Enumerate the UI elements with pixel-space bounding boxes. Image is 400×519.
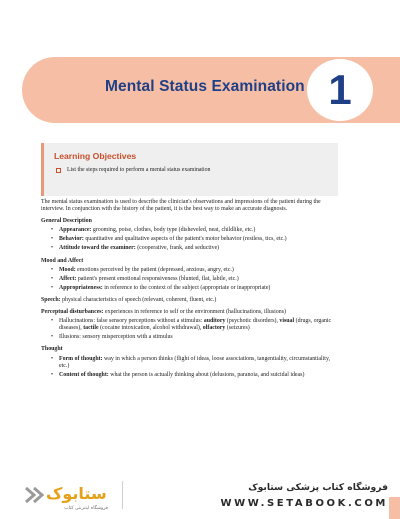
list-item — [51, 267, 341, 274]
term: Perceptual disturbances: — [41, 309, 104, 316]
objective-text: List the steps required to perform a mental status examination — [67, 167, 211, 173]
term-text: Hallucinations: false sensory perceptions without a stimulus: — [59, 318, 204, 325]
perceptual-list — [41, 318, 341, 341]
mood-affect-list — [41, 267, 341, 292]
term: Behavior: — [59, 236, 84, 243]
general-description-list — [41, 227, 341, 252]
term-text: (psychotic disorders), — [225, 318, 280, 325]
chapter-number-badge — [305, 57, 375, 123]
term: Form of thought: — [59, 355, 103, 362]
chapter-title: Mental Status Examination — [105, 78, 305, 95]
term-text: patient's present emotional responsiveness (blunted, flat, labile, etc.) — [76, 275, 239, 282]
thought-heading: Thought — [41, 346, 63, 353]
term: auditory — [203, 318, 226, 325]
term: Appropriateness: — [59, 284, 103, 291]
chapter-body — [41, 199, 341, 381]
list-item — [51, 227, 341, 234]
term: tactile — [83, 325, 99, 332]
term: Content of thought: — [59, 371, 109, 378]
learning-objectives-box — [41, 143, 338, 196]
corner-accent — [389, 497, 400, 519]
checkbox-icon — [56, 168, 61, 173]
list-item: • Illusions: sensory misperception with a stimulus — [51, 334, 341, 341]
term-text: (drugs, organic diseases), — [59, 318, 332, 332]
term-text: physical characteristics of speech (relevant, coherent, fluent, etc.) — [60, 296, 217, 303]
term-text: (cocaine intoxication, alcohol withdrawal), — [98, 325, 203, 332]
list-item — [51, 276, 341, 283]
list-item — [51, 318, 341, 332]
list-item — [51, 356, 341, 370]
term-text: way in which a person thinks (flight of ideas, loose associations, tangentiality, circumstantiality, etc.) — [59, 355, 330, 369]
perceptual-paragraph — [41, 309, 341, 316]
term: Appearance: — [59, 227, 92, 234]
mood-affect-heading: Mood and Affect — [41, 257, 84, 264]
term: Attitude toward the examiner: — [59, 245, 136, 252]
term: olfactory — [202, 325, 226, 332]
chapter-number: 1 — [328, 66, 352, 113]
footer-divider — [122, 481, 123, 509]
site-name-persian[interactable]: فروشگاه کتاب پزشکی ستابوک — [248, 482, 388, 493]
learning-objectives-title: Learning Objectives — [54, 151, 137, 161]
term-text: grooming, poise, clothes, body type (disheveled, neat, childlike, etc.) — [91, 227, 256, 234]
term-text: experiences in reference to self or the environment (hallucinations, illusions) — [103, 309, 286, 316]
speech-paragraph — [41, 297, 341, 304]
list-item — [51, 372, 341, 379]
intro-paragraph: The mental status examination is used to describe the clinician's observations and impressions of the patient during the interview. In conjunction with the history of the patient, it is the best way to make an accurate diagnosis. — [41, 199, 321, 213]
term-text: emotions perceived by the patient (depressed, anxious, angry, etc.) — [75, 266, 234, 273]
list-item — [51, 245, 341, 252]
term-text: (seizures) — [225, 325, 250, 332]
thought-list — [41, 356, 341, 379]
term-text: quantitative and qualitative aspects of the patient's motor behavior (restless, tics, etc.) — [83, 236, 287, 243]
term: Speech: — [41, 296, 61, 303]
term-text: what the person is actually thinking about (delusions, paranoia, and suicidal ideas) — [108, 371, 305, 378]
logo-name: ستابوک — [46, 484, 107, 503]
term-text: in reference to the context of the subject (appropriate or inappropriate) — [102, 284, 271, 291]
term: Mood: — [59, 266, 76, 273]
site-url[interactable]: WWW.SETABOOK.COM — [220, 498, 388, 509]
general-description-heading: General Description — [41, 218, 92, 225]
list-item — [51, 236, 341, 243]
list-item — [51, 285, 341, 292]
logo-subtitle: فروشگاه اینترنتی کتاب — [64, 506, 108, 511]
term: Affect: — [59, 275, 77, 282]
term-text: (cooperative, frank, and seductive) — [135, 245, 220, 252]
term: visual — [279, 318, 295, 325]
objective-item — [54, 167, 328, 174]
